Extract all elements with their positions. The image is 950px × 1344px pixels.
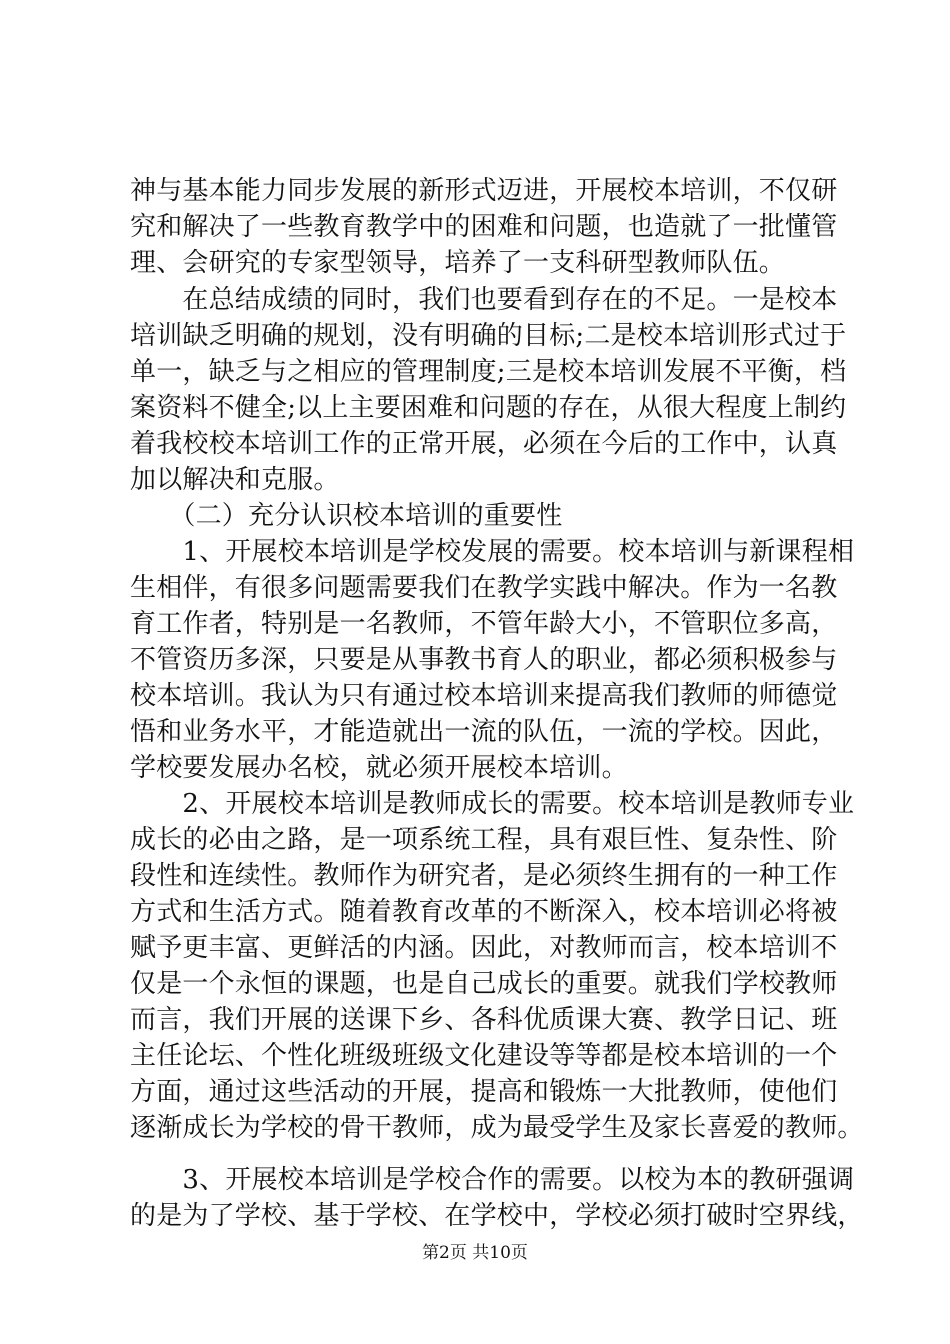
text-line: 3、开展校本培训是学校合作的需要。以校为本的教研强调 [130,1165,855,1195]
text-line: 培训缺乏明确的规划，没有明确的目标;二是校本培训形式过于 [130,321,847,351]
text-line: 方式和生活方式。随着教育改革的不断深入，校本培训必将被 [130,897,838,927]
text-line: 赋予更丰富、更鲜活的内涵。因此，对教师而言，校本培训不 [130,933,838,963]
text-line: 悟和业务水平，才能造就出一流的队伍，一流的学校。因此， [130,717,838,747]
text-line: 学校要发展办名校，就必须开展校本培训。 [130,753,628,783]
text-line: 案资料不健全;以上主要困难和问题的存在，从很大程度上制约 [130,393,847,423]
text-line: 着我校校本培训工作的正常开展，必须在今后的工作中，认真 [130,429,838,459]
text-line: 在总结成绩的同时，我们也要看到存在的不足。一是校本 [130,285,838,315]
text-line: 校本培训。我认为只有通过校本培训来提高我们教师的师德觉 [130,681,838,711]
text-line: 的是为了学校、基于学校、在学校中，学校必须打破时空界线， [130,1201,864,1231]
text-line: 段性和连续性。教师作为研究者，是必须终生拥有的一种工作 [130,861,838,891]
text-line: 单一，缺乏与之相应的管理制度;三是校本培训发展不平衡，档 [130,357,847,387]
text-line: 而言，我们开展的送课下乡、各科优质课大赛、教学日记、班 [130,1005,838,1035]
section-heading: （二）充分认识校本培训的重要性 [130,501,563,531]
text-line: 生相伴，有很多问题需要我们在教学实践中解决。作为一名教 [130,573,838,603]
text-line: 理、会研究的专家型领导，培养了一支科研型教师队伍。 [130,248,786,278]
text-line: 不管资历多深，只要是从事教书育人的职业，都必须积极参与 [130,645,838,675]
text-line: 2、开展校本培训是教师成长的需要。校本培训是教师专业 [130,789,855,819]
text-line: 成长的必由之路，是一项系统工程，具有艰巨性、复杂性、阶 [130,825,838,855]
text-line: 方面，通过这些活动的开展，提高和锻炼一大批教师，使他们 [130,1077,838,1107]
text-line: 主任论坛、个性化班级班级文化建设等等都是校本培训的一个 [130,1041,838,1071]
text-line: 1、开展校本培训是学校发展的需要。校本培训与新课程相 [130,537,855,567]
text-line: 神与基本能力同步发展的新形式迈进，开展校本培训，不仅研 [130,176,838,206]
text-line: 究和解决了一些教育教学中的困难和问题，也造就了一批懂管 [130,212,838,242]
text-line: 仅是一个永恒的课题，也是自己成长的重要。就我们学校教师 [130,969,838,999]
page-number: 第2页 共10页 [422,1243,528,1263]
text-line: 逐渐成长为学校的骨干教师，成为最受学生及家长喜爱的教师。 [130,1113,864,1143]
text-line: 加以解决和克服。 [130,465,340,495]
text-line: 育工作者，特别是一名教师，不管年龄大小，不管职位多高， [130,609,838,639]
